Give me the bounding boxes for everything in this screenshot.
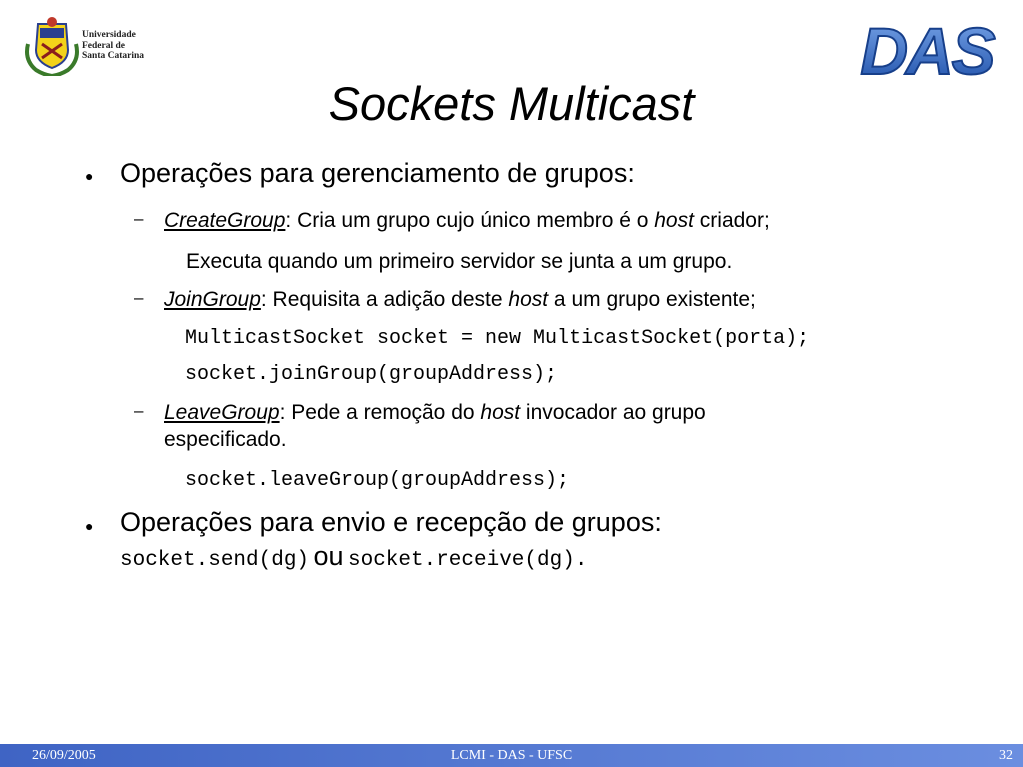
item-leave-group: LeaveGroup: Pede a remoção do host invocador ao grupo <box>164 401 706 424</box>
dash-marker: – <box>134 401 144 420</box>
slide-title: Sockets Multicast <box>328 77 695 130</box>
item-leave-group-cont: especificado. <box>164 428 287 451</box>
bullet-group-management: Operações para gerenciamento de grupos: <box>120 158 635 188</box>
or-word: ou <box>313 541 344 571</box>
ufsc-line-2: Federal de <box>82 40 126 51</box>
code-join-group: socket.joinGroup(groupAddress); <box>185 363 558 386</box>
code-leave-group: socket.leaveGroup(groupAddress); <box>185 469 570 492</box>
ufsc-line-3: Santa Catarina <box>82 51 145 61</box>
code-receive: socket.receive(dg). <box>347 549 588 572</box>
footer-bar <box>0 744 1023 767</box>
code-join-socket: MulticastSocket socket = new MulticastSocket(porta); <box>185 327 810 350</box>
term-leave-group: LeaveGroup <box>164 401 280 424</box>
das-logo-text: DAS <box>860 14 994 86</box>
bullet-send-receive: Operações para envio e recepção de grupos: <box>120 507 662 537</box>
dash-marker: – <box>134 209 144 228</box>
item-join-group: JoinGroup: Requisita a adição deste host a um grupo existente; <box>164 288 756 311</box>
note-create-group: Executa quando um primeiro servidor se junta a um grupo. <box>186 250 733 273</box>
send-receive-line <box>120 540 587 574</box>
term-create-group: CreateGroup <box>164 209 286 232</box>
bullet-dot: ● <box>85 168 94 184</box>
footer-center: LCMI - DAS - UFSC <box>450 748 573 763</box>
ufsc-line-1: Universidade <box>82 30 136 40</box>
dash-marker: – <box>134 288 144 307</box>
item-create-group: CreateGroup: Cria um grupo cujo único membro é o host criador; <box>164 209 770 232</box>
footer-date: 26/09/2005 <box>32 748 96 763</box>
footer-page-number: 32 <box>999 748 1013 763</box>
code-send: socket.send(dg) <box>120 549 310 572</box>
bullet-dot: ● <box>85 518 94 534</box>
term-join-group: JoinGroup <box>164 288 261 311</box>
